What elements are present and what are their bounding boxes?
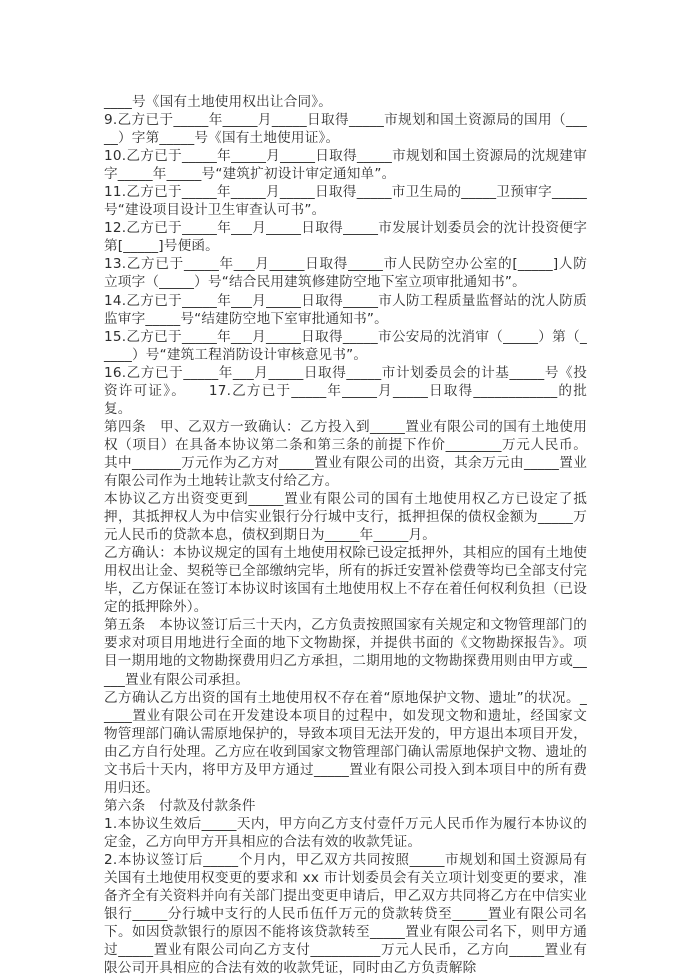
paragraph-item-13: 13.乙方已于_____年___月_____日取得_____市人民防空办公室的[_____]人防立项字（_____）号“结合民用建筑修建防空地下室立项审批通知书”。 <box>104 256 587 291</box>
paragraph-contract-no: ____号《国有土地使用权出让合同》。 <box>104 94 333 110</box>
paragraph-relics: 乙方确认乙方出资的国有土地使用权不存在着“原地保护文物、遗址”的状况。_____置业有限公司在开发建设本项目的过程中，如发现文物和遗址，经国家文物管理部门确认需原地保护的，导致本项目无法开发的，甲方退出本项目开发，由乙方自行处理。乙方应在收到国家文物管理部门确认需原地保护文物、遗址的文书后十天内，将甲方及甲方通过_____置业有限公司投入到本项目中的所有费用归还。 <box>104 689 587 796</box>
paragraph-item-10: 10.乙方已于_____年_____月_____日取得_____市规划和国土资源局的沈规建审字_____年_____号“建筑扩初设计审定通知单”。 <box>104 148 587 183</box>
paragraph-item-14: 14.乙方已于_____年___月_____日取得_____市人防工程质量监督站的沈人防质监审字_____号“结建防空地下室审批通知书”。 <box>104 292 587 327</box>
paragraph-item-12: 12.乙方已于_____年___月_____日取得_____市发展计划委员会的沈计投资便字第[_____]号便函。 <box>104 220 587 255</box>
paragraph-mortgage: 本协议乙方出资变更到_____置业有限公司的国有土地使用权乙方已设定了抵押，其抵押权人为中信实业银行分行城中支行，抵押担保的债权金额为_____万元人民币的贷款本息，债权到期日为_____年_____月。 <box>104 491 587 544</box>
paragraph-article-4: 第四条 甲、乙双方一致确认：乙方投入到_____置业有限公司的国有土地使用权（项目）在具备本协议第二条和第三条的前提下作价________万元人民币。其中_______万元作为乙方对_____置业有限公司的出资，其余万元由_____置业有限公司作为土地转让款支付给乙方。 <box>104 418 587 489</box>
heading-article-6: 第六条 付款及付款条件 <box>104 797 256 814</box>
paragraph-item-16-17: 16.乙方已于_____年___月_____日取得_____市计划委员会的计基_____号《投资许可证》。 17.乙方已于_____年_____月_____日取得____________的批复。 <box>104 364 587 417</box>
paragraph-item-9: 9.乙方已于_____年_____月_____日取得_____市规划和国土资源局的国用（_____）字第_____号《国有土地使用证》。 <box>104 112 587 147</box>
paragraph-payment-1: 1.本协议生效后_____天内，甲方向乙方支付壹仟万元人民币作为履行本协议的定金，乙方向甲方开具相应的合法有效的收款凭证。 <box>104 815 587 850</box>
document-page <box>104 93 587 977</box>
paragraph-item-11: 11.乙方已于_____年_____月_____日取得_____市卫生局的_____卫预审字_____号“建设项目设计卫生审查认可书”。 <box>104 184 587 219</box>
paragraph-confirmation: 乙方确认：本协议规定的国有土地使用权除已设定抵押外，其相应的国有土地使用权出让金、契税等已全部缴纳完毕，所有的拆迁安置补偿费等均已全部支付完毕，乙方保证在签订本协议时该国有土地使用权上不存在着任何权利负担（已设定的抵押除外）。 <box>104 545 587 616</box>
paragraph-article-5: 第五条 本协议签订后三十天内，乙方负责按照国家有关规定和文物管理部门的要求对项目用地进行全面的地下文物勘探，并提供书面的《文物勘探报告》。项目一期用地的文物勘探费用归乙方承担，二期用地的文物勘探费用则由甲方或_____置业有限公司承担。 <box>104 617 587 688</box>
paragraph-item-15: 15.乙方已于_____年___月_____日取得_____市公安局的沈消审（_____）第（_____）号“建筑工程消防设计审核意见书”。 <box>104 328 587 363</box>
paragraph-payment-2: 2.本协议签订后_____个月内，甲乙双方共同按照_____市规划和国土资源局有关国有土地使用权变更的要求和 xx 市计划委员会有关立项计划变更的要求，准备齐全有关资料并向有关部门提出变更申请后，甲乙双方共同将乙方在中信实业银行_____分行城中支行的人民币伍仟万元的贷款转贷至_____置业有限公司名下。如因贷款银行的原因不能将该贷款转至_____置业有限公司名下，则甲方通过_____置业有限公司向乙方支付__________万元人民币，乙方向_____置业有限公司开具相应的合法有效的收款凭证，同时由乙方负责解除 <box>104 851 587 977</box>
